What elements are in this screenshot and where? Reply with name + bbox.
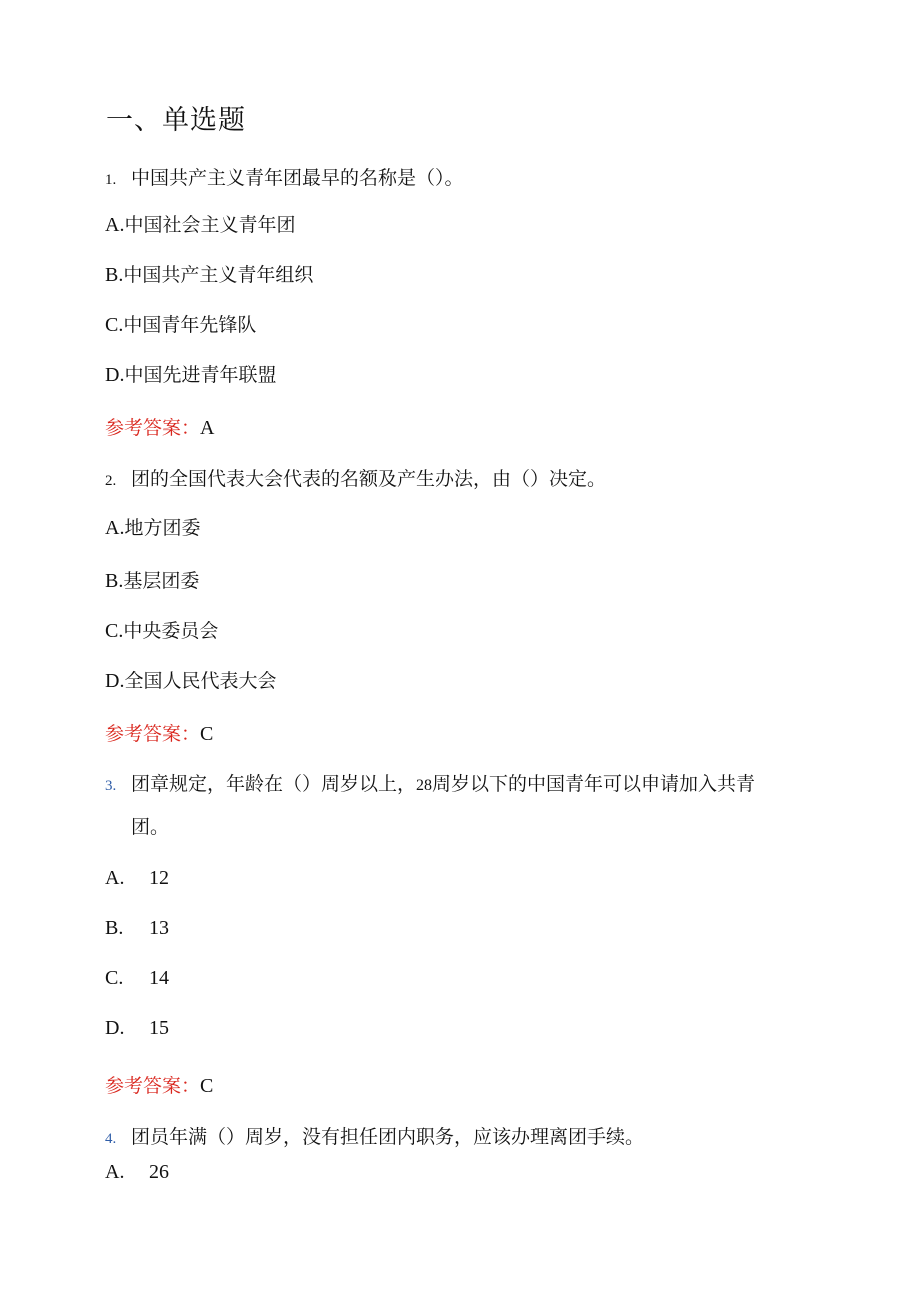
- option-a: [105, 865, 169, 891]
- question-2: [105, 466, 606, 494]
- option-key: D.: [105, 1017, 125, 1039]
- option-d: [105, 362, 276, 388]
- answer-line: [105, 721, 213, 747]
- option-text: 地方团委: [124, 517, 201, 539]
- question-3-continuation: 团。: [131, 816, 170, 838]
- option-key: C.: [105, 314, 124, 336]
- option-text: 13: [149, 917, 169, 939]
- answer-value: C: [200, 1075, 214, 1097]
- option-c: [105, 965, 169, 991]
- option-text: 中国社会主义青年团: [124, 214, 296, 236]
- option-key: D.: [105, 364, 125, 386]
- answer-label: 参考答案：: [105, 1075, 201, 1097]
- option-a: [105, 1159, 169, 1185]
- option-c: [105, 312, 256, 338]
- question-text-number: 28: [416, 777, 433, 794]
- option-key: A.: [105, 867, 125, 889]
- question-text: 中国共产主义青年团最早的名称是（）。: [131, 167, 464, 189]
- option-b: [105, 262, 313, 288]
- option-key: B.: [105, 264, 124, 286]
- question-text-part2: 周岁以下的中国青年可以申请加入共青: [432, 773, 756, 795]
- answer-label: 参考答案：: [105, 723, 201, 745]
- option-key: B.: [105, 917, 124, 939]
- option-key: A.: [105, 1161, 125, 1183]
- option-key: C.: [105, 967, 124, 989]
- option-b: [105, 915, 169, 941]
- answer-label: 参考答案：: [105, 417, 201, 439]
- option-text: 中国先进青年联盟: [124, 364, 277, 386]
- question-number: 3.: [105, 778, 117, 794]
- option-text: 中国青年先锋队: [123, 314, 257, 336]
- question-number: 1.: [105, 172, 117, 188]
- option-text: 26: [149, 1161, 169, 1183]
- option-text: 基层团委: [123, 570, 200, 592]
- answer-line: [105, 1073, 213, 1099]
- option-text: 14: [149, 967, 169, 989]
- question-3: [105, 771, 755, 799]
- question-text: 团员年满（）周岁，没有担任团内职务，应该办理离团手续。: [131, 1126, 645, 1148]
- option-a: [105, 515, 200, 541]
- question-4: [105, 1124, 644, 1152]
- question-text-part1: 团章规定，年龄在（）周岁以上，: [131, 773, 417, 795]
- answer-value: A: [200, 417, 215, 439]
- option-key: C.: [105, 620, 124, 642]
- option-d: [105, 668, 276, 694]
- question-number: 4.: [105, 1131, 117, 1147]
- answer-line: [105, 415, 214, 441]
- question-text: 团的全国代表大会代表的名额及产生办法，由（）决定。: [131, 468, 607, 490]
- option-text: 全国人民代表大会: [124, 670, 277, 692]
- option-key: B.: [105, 570, 124, 592]
- option-text: 15: [149, 1017, 169, 1039]
- answer-value: C: [200, 723, 214, 745]
- option-key: A.: [105, 517, 125, 539]
- option-text: 12: [149, 867, 169, 889]
- option-key: D.: [105, 670, 125, 692]
- section-title: 一、单选题: [106, 105, 246, 136]
- option-a: [105, 212, 295, 238]
- option-text: 中国共产主义青年组织: [123, 264, 314, 286]
- option-d: [105, 1015, 169, 1041]
- option-c: [105, 618, 218, 644]
- option-key: A.: [105, 214, 125, 236]
- question-number: 2.: [105, 473, 117, 489]
- question-1: [105, 165, 464, 193]
- option-text: 中央委员会: [123, 620, 219, 642]
- option-b: [105, 568, 199, 594]
